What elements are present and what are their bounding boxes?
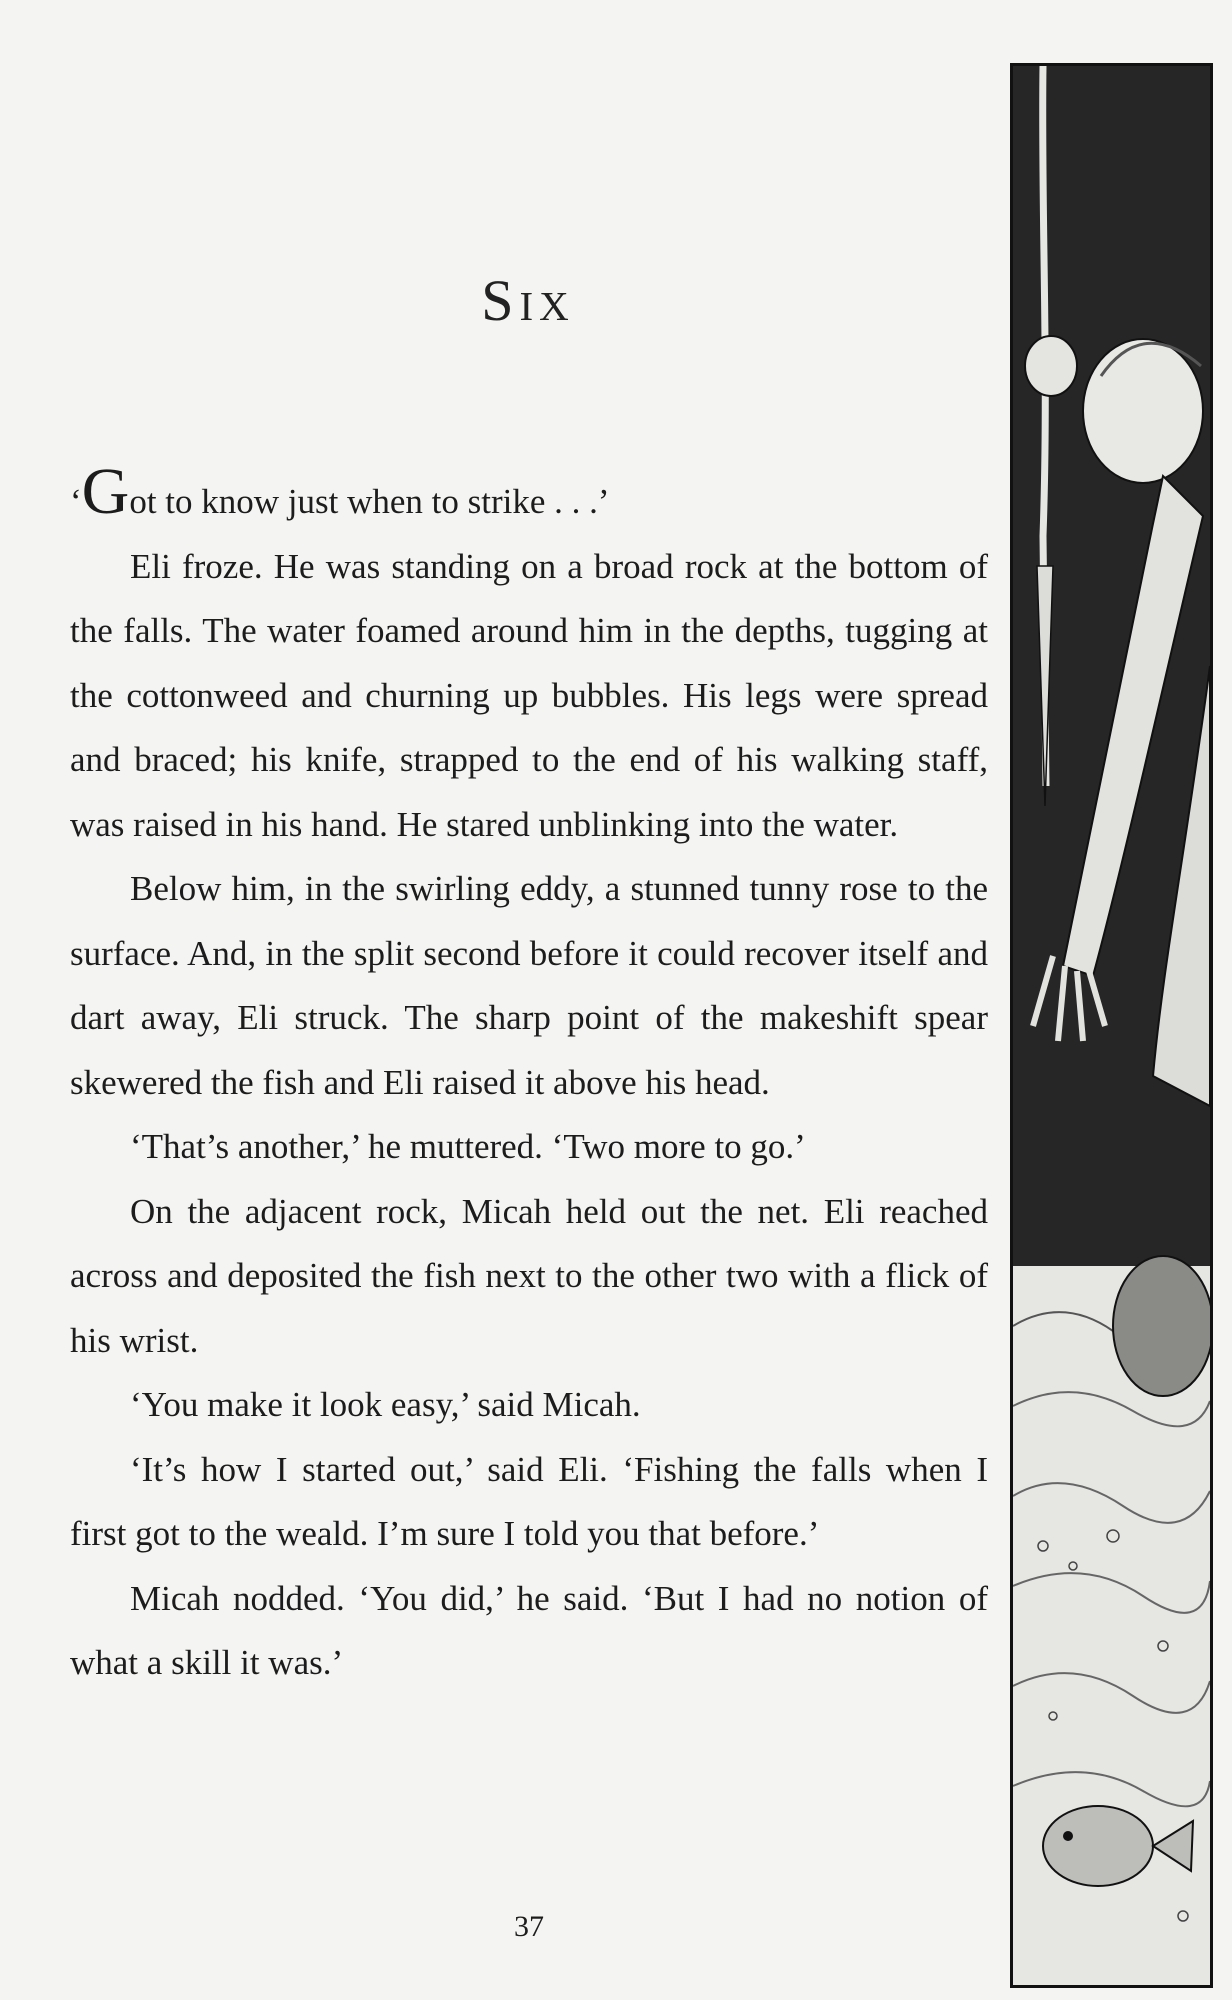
paragraph-1 [70,455,988,535]
side-illustration [1010,63,1213,1988]
rock-shape [1113,1256,1210,1396]
hand-shape [1025,336,1077,396]
paragraph-7: ‘It’s how I started out,’ said Eli. ‘Fishing the falls when I first got to the weald. I’m sure I told you that before.’ [70,1449,988,1553]
paragraph-1-text: ot to know just when to strike . . .’ [129,482,610,521]
head-shape [1083,339,1203,483]
paragraph-3: Below him, in the swirling eddy, a stunned tunny rose to the surface. And, in the split second before it could recover itself and dart away, Eli struck. The sharp point of the makeshift spear skewered the fish and Eli raised it above his head. [70,869,988,1102]
opening-quote: ‘ [70,482,82,521]
paragraph-5: On the adjacent rock, Micah held out the net. Eli reached across and deposited the fish next to the other two with a flick of his wrist. [70,1191,988,1360]
chapter-title: Six [481,267,575,333]
page-number: 37 [514,1910,544,1943]
paragraph-2: Eli froze. He was standing on a broad rock at the bottom of the falls. The water foamed around him in the depths, tugging at the cottonweed and churning up bubbles. His legs were spread and braced; his knife, strapped to the end of his walking staff, was raised in his hand. He stared unblinking into the water. [70,546,988,844]
paragraph-4: ‘That’s another,’ he muttered. ‘Two more to go.’ [130,1127,806,1166]
paragraph-6: ‘You make it look easy,’ said Micah. [130,1385,641,1424]
fish-shape [1043,1806,1153,1886]
fisherman-illustration [1013,66,1210,1985]
paragraph-8: Micah nodded. ‘You did,’ he said. ‘But I had no notion of what a skill it was.’ [70,1578,988,1682]
chapter-text [70,455,988,1696]
drop-cap: G [81,455,130,528]
